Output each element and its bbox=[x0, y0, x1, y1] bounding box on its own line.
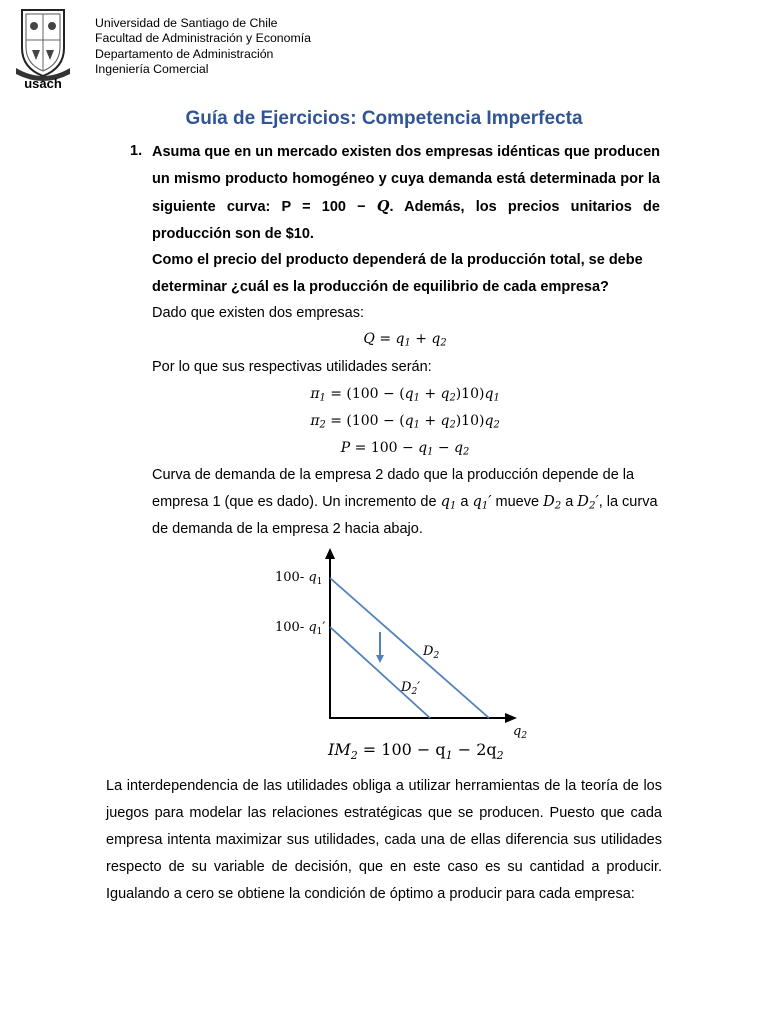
question-number: 1. bbox=[130, 143, 143, 159]
question-prompt: Como el precio del producto dependerá de la producción total, se debe determinar ¿cuál es la producción de equilibrio de cada empresa? bbox=[152, 252, 643, 295]
equation-profit-firm2: $\pi_2 = (100 - (q_1 + q_2)10)q_2$ bbox=[310, 413, 500, 431]
y-axis-arrow bbox=[325, 548, 335, 559]
symbol-d2-prime: $D_2'$ bbox=[577, 494, 599, 512]
equation-price: $P = 100 - q_1 - q_2$ bbox=[340, 440, 470, 458]
curve-text-1: Curva de demanda de la empresa 2 dado que la producción depende de la empresa 1 (que es dado). Un incremento de bbox=[152, 467, 635, 510]
question-symbol-q: Q bbox=[376, 198, 390, 215]
y-label-intercept-1: 100- $q_1$ bbox=[275, 570, 323, 587]
equation-total-quantity: $Q = q_1 + q_2$ bbox=[363, 331, 447, 349]
logo-text: usach bbox=[24, 76, 62, 90]
symbol-q1: $q_1$ bbox=[440, 494, 457, 512]
equation-profit-firm1: $\pi_1 = (100 - (q_1 + q_2)10)q_1$ bbox=[310, 386, 500, 404]
label-d2-prime: $D_2'$ bbox=[401, 680, 421, 697]
y-label-intercept-2: 100- $q_1'$ bbox=[275, 620, 326, 637]
game-theory-paragraph: La interdependencia de las utilidades obliga a utilizar herramientas de la teoría de los juegos para modelar las relaciones estratégicas que se producen. Puesto que cada empresa intenta maximizar sus utilidades, cada una de ellas diferencia sus utilidades respecto de su variable de decisión, que en este caso es su cantidad a producir. Igualando a cero se obtiene la condición de óptimo a producir para cada empresa: bbox=[106, 778, 662, 902]
symbol-q1-prime: $q_1'$ bbox=[472, 494, 492, 512]
shift-arrow-head bbox=[376, 655, 384, 663]
demand-curve-explanation bbox=[152, 462, 660, 543]
question-text-b: . Además, los precios unitarios de producción son de $10. bbox=[152, 199, 660, 242]
curve-text-4: a bbox=[561, 494, 578, 510]
question-statement bbox=[152, 139, 660, 248]
symbol-d2: $D_2$ bbox=[543, 494, 562, 512]
header-line-program: Ingeniería Comercial bbox=[95, 62, 209, 77]
usach-logo bbox=[12, 6, 74, 90]
curve-text-3: mueve bbox=[491, 494, 544, 510]
institution-header bbox=[95, 16, 311, 78]
question-text-a: Asuma que en un mercado existen dos empresas idénticas que producen un mismo producto homogéneo y cuya demanda está determinada por la siguiente curva: P = 100 − bbox=[152, 144, 660, 215]
header-line-department: Departamento de Administración bbox=[95, 46, 274, 61]
header-line-university: Universidad de Santiago de Chile bbox=[95, 16, 278, 30]
text-utilidades: Por lo que sus respectivas utilidades serán: bbox=[152, 359, 432, 375]
page-title: Guía de Ejercicios: Competencia Imperfecta bbox=[185, 108, 583, 129]
header-line-faculty: Facultad de Administración y Economía bbox=[95, 31, 311, 46]
curve-text-5: , la curva de demanda de la empresa 2 hacia abajo. bbox=[152, 494, 658, 537]
curve-text-2: a bbox=[456, 494, 473, 510]
label-d2: $D_2$ bbox=[423, 644, 440, 661]
marginal-revenue-formula: $IM_2 = 100 - q_1 - 2q_2$ bbox=[328, 740, 504, 762]
x-axis-label: $q_2$ bbox=[513, 724, 528, 741]
x-axis-arrow bbox=[505, 713, 517, 723]
demand-shift-graph bbox=[265, 545, 535, 767]
text-dado: Dado que existen dos empresas: bbox=[152, 305, 364, 321]
